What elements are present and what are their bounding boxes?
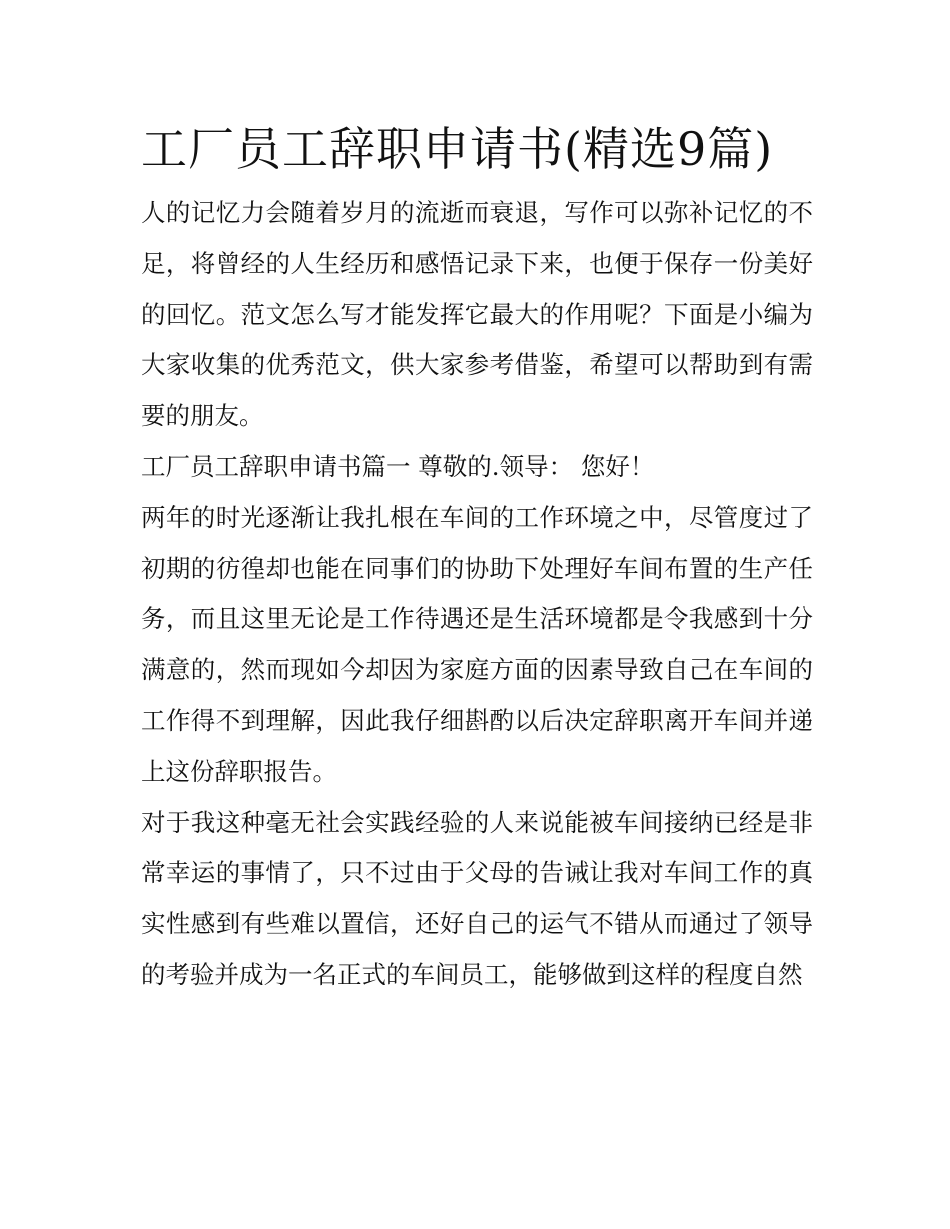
document-title: 工厂员工辞职申请书(精选9篇) (141, 122, 774, 176)
document-page (141, 120, 813, 1001)
intro-paragraph: 人的记忆力会随着岁月的流逝而衰退，写作可以弥补记忆的不足，将曾经的人生经历和感悟记录下来，也便于保存一份美好的回忆。范文怎么写才能发挥它最大的作用呢？下面是小编为大家收集的优秀范文，供大家参考借鉴，希望可以帮助到有需要的朋友。 (141, 198, 813, 431)
salutation-paragraph: 工厂员工辞职申请书篇一 尊敬的.领导： 您好！ (141, 451, 655, 481)
body-paragraph-1: 两年的时光逐渐让我扎根在车间的工作环境之中，尽管度过了初期的彷徨却也能在同事们的协助下处理好车间布置的生产任务，而且这里无论是工作待遇还是生活环境都是令我感到十分满意的，然而现如今却因为家庭方面的因素导致自己在车间的工作得不到理解，因此我仔细斟酌以后决定辞职离开车间并递上这份辞职报告。 (141, 502, 813, 786)
body-paragraph-2: 对于我这种毫无社会实践经验的人来说能被车间接纳已经是非常幸运的事情了，只不过由于父母的告诫让我对车间工作的真实性感到有些难以置信，还好自己的运气不错从而通过了领导的考验并成为一名正式的车间员工，能够做到这样的程度自然 (141, 807, 813, 989)
